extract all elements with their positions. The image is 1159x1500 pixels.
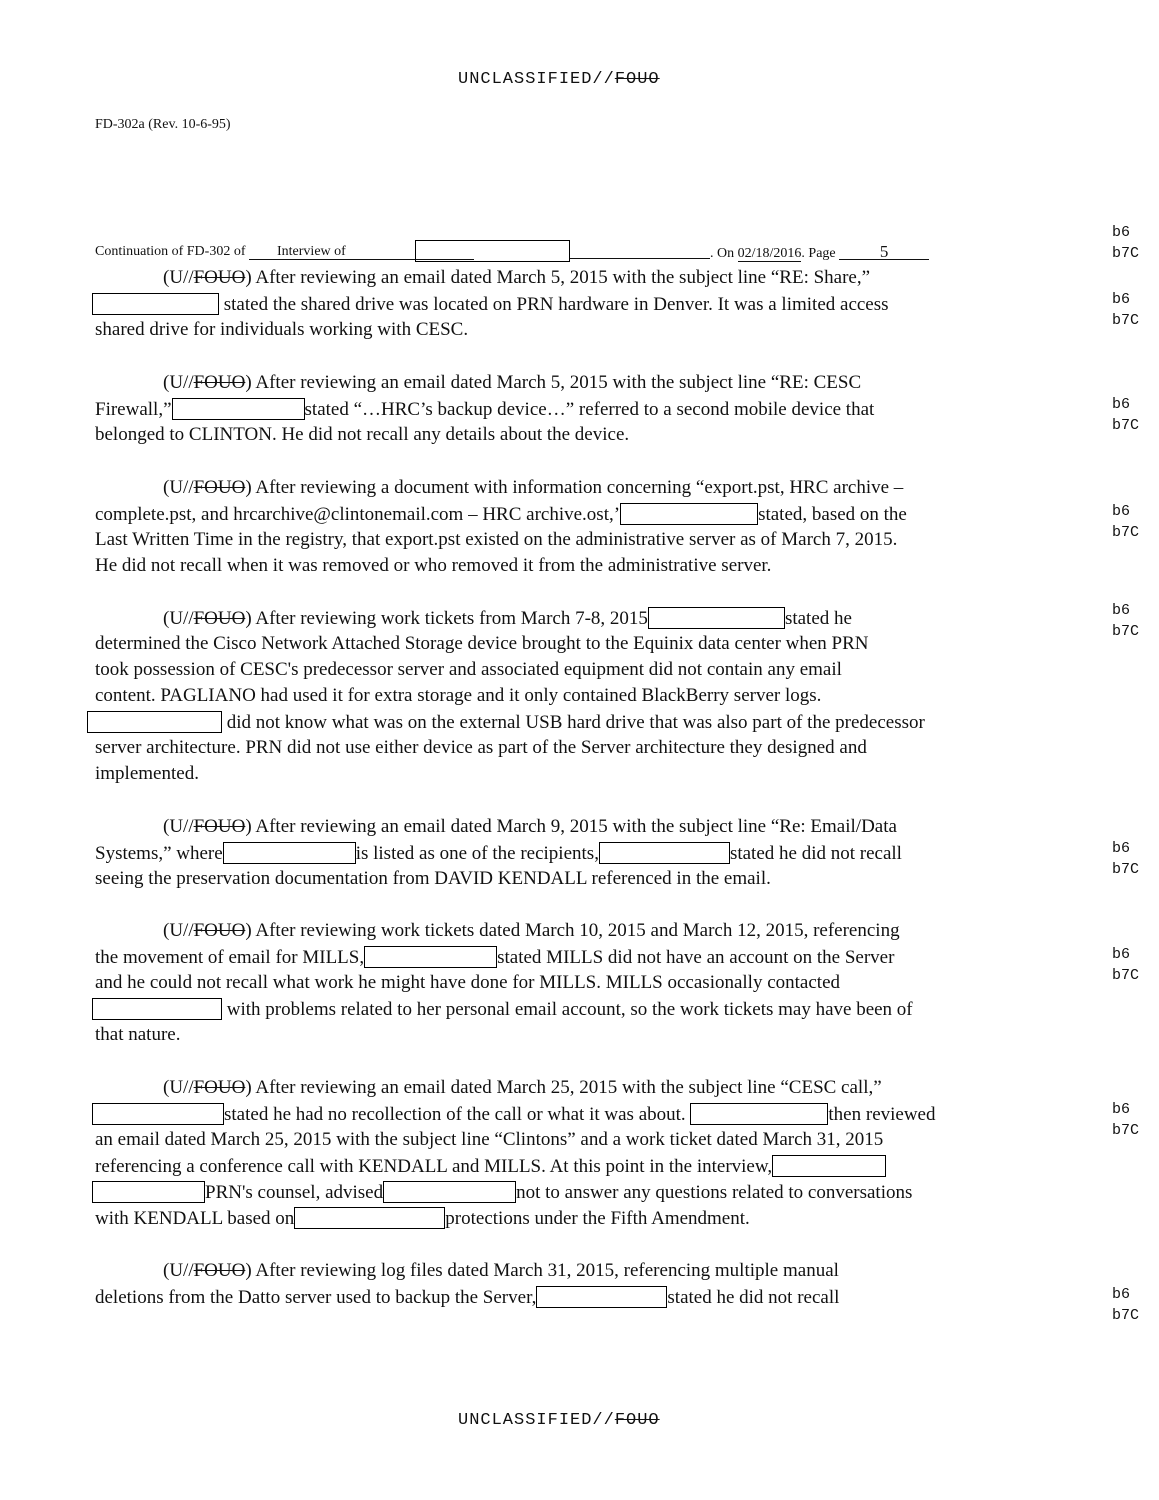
redaction-box <box>172 398 305 420</box>
p7-line5 <box>92 1181 912 1204</box>
exemption-codes <box>1112 222 1139 264</box>
interview-underline <box>570 258 710 259</box>
code-b7c: b7C <box>1112 1122 1140 1139</box>
code-b7c: b7C <box>1112 967 1140 984</box>
p6-text-2a: the movement of email for MILLS, <box>95 947 365 968</box>
p8-line1 <box>163 1260 839 1282</box>
redaction-box <box>92 1103 224 1125</box>
p7-line2 <box>92 1103 936 1126</box>
redaction-box <box>92 293 219 315</box>
code-b6: b6 <box>1112 291 1131 308</box>
redaction-box <box>364 946 497 968</box>
p5-line3: seeing the preservation documentation from DAVID KENDALL referenced in the email. <box>95 868 771 889</box>
page-number: 5 <box>839 244 929 260</box>
exemption-codes <box>1112 289 1139 331</box>
p5-text-2b: is listed as one of the recipients, <box>355 843 599 864</box>
p3-line1 <box>163 477 903 499</box>
p4-line1 <box>163 607 852 630</box>
p3-line4: He did not recall when it was removed or who removed it from the administrative server. <box>95 555 772 576</box>
p6-line1 <box>163 920 900 942</box>
p6-line4 <box>92 998 913 1021</box>
code-b7c: b7C <box>1112 417 1140 434</box>
marker-open: (U// <box>163 816 194 837</box>
code-b7c: b7C <box>1112 623 1140 640</box>
redaction-box <box>536 1286 667 1308</box>
p5-line1 <box>163 816 897 838</box>
p1-text-1: After reviewing an email dated March 5, 2015 with the subject line “RE: Share,” <box>255 267 871 288</box>
exemption-codes <box>1112 1284 1139 1326</box>
marker-close: ) <box>245 816 252 837</box>
p7-line3: an email dated March 25, 2015 with the subject line “Clintons” and a work ticket dated March 31, 2015 <box>95 1129 884 1150</box>
p5-line2 <box>95 842 902 865</box>
p2-line3: belonged to CLINTON. He did not recall any details about the device. <box>95 424 630 445</box>
marker-struck: FOUO <box>193 920 246 941</box>
p4-line5 <box>87 711 925 734</box>
p2-text-1: After reviewing an email dated March 5, 2015 with the subject line “RE: CESC <box>255 372 862 393</box>
code-b6: b6 <box>1112 396 1131 413</box>
marker-close: ) <box>245 1260 252 1281</box>
p6-text-4: with problems related to her personal email account, so the work tickets may have been of <box>226 999 913 1020</box>
p8-line2 <box>95 1286 839 1309</box>
code-b7c: b7C <box>1112 245 1140 262</box>
code-b6: b6 <box>1112 602 1131 619</box>
p1-line3: shared drive for individuals working with CESC. <box>95 319 469 340</box>
classification-header <box>458 70 660 89</box>
page-label: . Page <box>801 246 836 261</box>
p7-line6 <box>95 1207 750 1230</box>
p7-text-2b: then reviewed <box>828 1104 936 1125</box>
continuation-label: Continuation of FD-302 of <box>95 244 246 259</box>
redaction-box <box>92 1181 205 1203</box>
exemption-codes <box>1112 944 1139 986</box>
code-b6: b6 <box>1112 946 1131 963</box>
exemption-codes <box>1112 501 1139 543</box>
redaction-box <box>415 240 570 262</box>
marker-open: (U// <box>163 372 194 393</box>
p6-line3: and he could not recall what work he might have done for MILLS. MILLS occasionally contacted <box>95 972 840 993</box>
marker-close: ) <box>245 608 252 629</box>
p2-text-2b: stated “…HRC’s backup device…” referred to a second mobile device that <box>304 399 875 420</box>
p7-line4 <box>95 1155 886 1178</box>
marker-struck: FOUO <box>193 608 246 629</box>
classification-footer <box>458 1411 660 1430</box>
p4-text-5: did not know what was on the external USB hard drive that was also part of the predecessor <box>226 712 925 733</box>
p7-text-4: referencing a conference call with KENDALL and MILLS. At this point in the interview, <box>95 1156 773 1177</box>
p4-line6: server architecture. PRN did not use either device as part of the Server architecture they designed and <box>95 737 867 758</box>
p8-text-2a: deletions from the Datto server used to backup the Server, <box>95 1287 537 1308</box>
marker-close: ) <box>245 477 252 498</box>
redaction-box <box>772 1155 886 1177</box>
classification-struck: FOUO <box>614 70 660 89</box>
p4-line7: implemented. <box>95 763 199 784</box>
p6-text-2b: stated MILLS did not have an account on the Server <box>497 947 895 968</box>
redaction-box <box>599 842 730 864</box>
marker-close: ) <box>245 1077 252 1098</box>
marker-open: (U// <box>163 608 194 629</box>
code-b7c: b7C <box>1112 861 1140 878</box>
exemption-codes <box>1112 838 1139 880</box>
marker-open: (U// <box>163 1260 194 1281</box>
p7-line1 <box>163 1077 882 1099</box>
p5-text-1: After reviewing an email dated March 9, 2015 with the subject line “Re: Email/Data <box>255 816 897 837</box>
p4-line3: took possession of CESC's predecessor server and associated equipment did not contain any email <box>95 659 842 680</box>
p3-text-1: After reviewing a document with information concerning “export.pst, HRC archive – <box>255 477 904 498</box>
marker-struck: FOUO <box>193 1260 246 1281</box>
p3-text-2a: complete.pst, and hrcarchive@clintonemail.com – HRC archive.ost,’ <box>95 504 621 525</box>
form-id: FD-302a (Rev. 10-6-95) <box>95 117 231 132</box>
p2-text-2a: Firewall,” <box>95 399 172 420</box>
p2-line2 <box>95 398 874 421</box>
marker-close: ) <box>245 267 252 288</box>
redaction-box <box>87 711 222 733</box>
p7-text-5a: PRN's counsel, advised <box>205 1182 384 1203</box>
classification-prefix: UNCLASSIFIED// <box>458 1411 615 1430</box>
redaction-box <box>294 1207 445 1229</box>
on-label: . On <box>710 246 735 261</box>
code-b7c: b7C <box>1112 312 1140 329</box>
p4-text-1b: stated he <box>784 608 852 629</box>
exemption-codes <box>1112 600 1139 642</box>
p7-text-6b: protections under the Fifth Amendment. <box>445 1208 750 1229</box>
p3-line2 <box>95 503 907 526</box>
redaction-box <box>92 998 222 1020</box>
code-b6: b6 <box>1112 224 1131 241</box>
marker-open: (U// <box>163 920 194 941</box>
p4-line4: content. PAGLIANO had used it for extra storage and it only contained BlackBerry server logs. <box>95 685 822 706</box>
p3-text-2b: stated, based on the <box>758 504 907 525</box>
code-b7c: b7C <box>1112 1307 1140 1324</box>
p2-line1 <box>163 372 861 394</box>
redaction-box <box>223 842 356 864</box>
exemption-codes <box>1112 394 1139 436</box>
marker-close: ) <box>245 372 252 393</box>
p6-line5: that nature. <box>95 1024 181 1045</box>
code-b7c: b7C <box>1112 524 1140 541</box>
p4-text-1a: After reviewing work tickets from March 7-8, 2015 <box>255 608 648 629</box>
p7-text-1: After reviewing an email dated March 25, 2015 with the subject line “CESC call,” <box>255 1077 882 1098</box>
p3-line3: Last Written Time in the registry, that export.pst existed on the administrative server as of March 7, 2015. <box>95 529 898 550</box>
marker-open: (U// <box>163 477 194 498</box>
marker-struck: FOUO <box>193 372 246 393</box>
redaction-box <box>620 503 758 525</box>
code-b6: b6 <box>1112 840 1131 857</box>
redaction-box <box>648 607 785 629</box>
p6-text-1: After reviewing work tickets dated March 10, 2015 and March 12, 2015, referencing <box>255 920 900 941</box>
interview-date: 02/18/2016 <box>737 246 802 261</box>
redaction-box <box>383 1181 516 1203</box>
marker-open: (U// <box>163 267 194 288</box>
p8-text-2b: stated he did not recall <box>667 1287 840 1308</box>
p7-text-5b: not to answer any questions related to conversations <box>516 1182 913 1203</box>
interview-label: Interview of <box>277 244 346 259</box>
p6-line2 <box>95 946 894 969</box>
marker-close: ) <box>245 920 252 941</box>
redaction-box <box>690 1103 828 1125</box>
p4-line2: determined the Cisco Network Attached Storage device brought to the Equinix data center when PRN <box>95 633 869 654</box>
p7-text-2a: stated he had no recollection of the call or what it was about. <box>224 1104 686 1125</box>
code-b6: b6 <box>1112 1101 1131 1118</box>
marker-struck: FOUO <box>193 816 246 837</box>
p7-text-6a: with KENDALL based on <box>95 1208 295 1229</box>
exemption-codes <box>1112 1099 1139 1141</box>
p1-text-2: stated the shared drive was located on PRN hardware in Denver. It was a limited access <box>223 294 889 315</box>
code-b6: b6 <box>1112 1286 1131 1303</box>
p1-line2 <box>92 293 889 316</box>
date-field <box>710 244 929 262</box>
classification-prefix: UNCLASSIFIED// <box>458 70 615 89</box>
marker-struck: FOUO <box>193 267 246 288</box>
p5-text-2c: stated he did not recall <box>729 843 902 864</box>
marker-struck: FOUO <box>193 477 246 498</box>
p8-text-1: After reviewing log files dated March 31, 2015, referencing multiple manual <box>255 1260 839 1281</box>
marker-struck: FOUO <box>193 1077 246 1098</box>
p1-line1 <box>163 267 870 289</box>
marker-open: (U// <box>163 1077 194 1098</box>
classification-struck: FOUO <box>614 1411 660 1430</box>
code-b6: b6 <box>1112 503 1131 520</box>
p5-text-2a: Systems,” where <box>95 843 223 864</box>
